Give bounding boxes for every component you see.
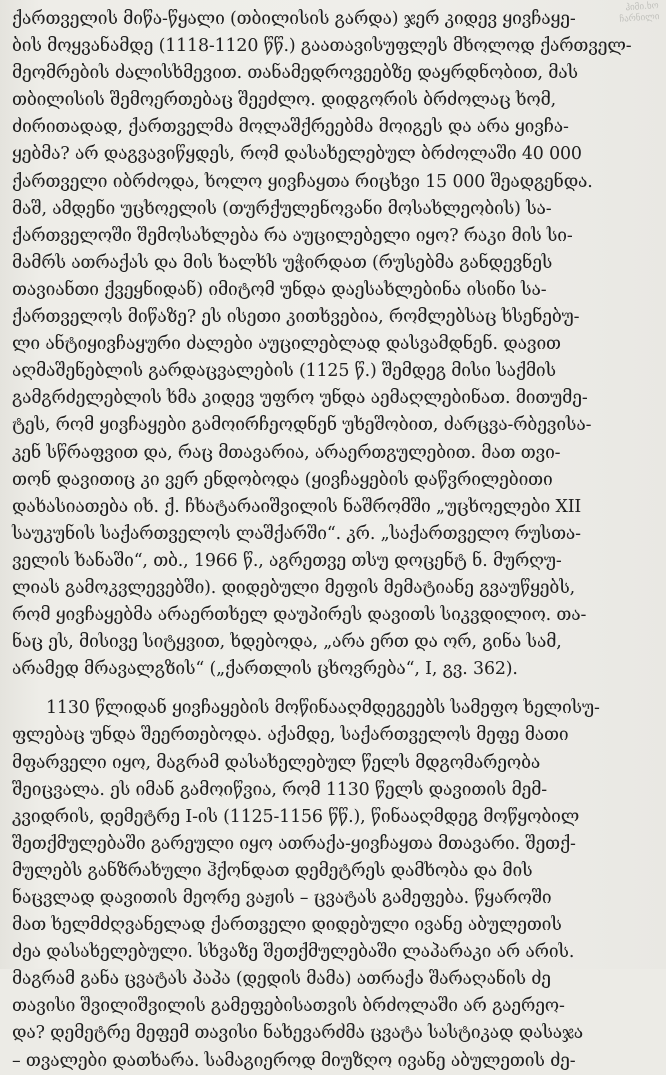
paragraph-2 [12,695,658,1074]
text-line: მათ ხელმძღვანელად ქართველი დიდებული ივანე აბულეთის [12,915,562,936]
text-line: ქართველი იბრძოდა, ხოლო ყივჩაყთა რიცხვი 15 000 შეადგენდა. [12,171,593,192]
text-line: თბილისის შემოერთებაც შეეძლო. დიდგორის ბრძოლაც ხომ, [12,90,557,111]
text-line: კენ სწრაფვით და, რაც მთავარია, არაერთგულებით. მათ თვი- [12,442,561,463]
text-line: ქართველის მიწა-წყალი (თბილისის გარდა) ჯერ კიდევ ყივჩაყე- [12,9,576,29]
text-line: არამედ მრავალგზის“ („ქართლის ცხოვრება“, I, გვ. 362). [12,659,518,680]
text-line: მაგრამ განა ცვატას პაპა (დედის მამა) ათრაქა შარაღანის ძე [12,969,551,990]
text-line: ძირითადად, ქართველმა მოლაშქრეებმა მოიგეს და არა ყივჩა- [12,117,569,138]
paragraph-1 [12,6,658,683]
paragraph-gap [12,683,658,695]
text-line: კვიდრის, დემეტრე I-ის (1125-1156 წწ.), წინააღმდეგ მოწყობილ [12,806,580,827]
text-line: აღმაშენებლის გარდაცვალების (1125 წ.) შემდეგ მისი საქმის [12,361,556,382]
text-line: 1130 წლიდან ყივჩაყების მოწინააღმდეგეებს სამეფო ხელისუ- [46,698,600,719]
text-line: – თვალები დათხარა. სამაგიეროდ მიუზღო ივანე აბულეთის ძე- [12,1050,576,1071]
text-line: თავიანთი ქვეყნიდან) იმიტომ უნდა დაესახლებინა ისინი სა- [12,279,547,300]
text-line: და? დემეტრე მეფემ თავისი ნახევარძმა ცვატა სასტიკად დასაჯა [12,1023,584,1044]
watermark-line-1: ჰიმი.ხო [625,1,660,14]
text-line: ველის ხანაში“, თბ., 1966 წ., აგრეთვე თსუ დოცენტ ნ. მურღუ- [12,550,562,571]
text-line: ტეს, რომ ყივჩაყები გამოირჩეოდნენ უხეშობით, ძარცვა-რბევისა- [12,415,592,436]
text-line: დახასიათება იხ. ქ. ჩხატარაიშვილის ნაშრომში „უცხოელები XII [12,496,582,517]
text-line: ქართველოს მიწაზე? ეს ისეთი კითხვებია, რომლებსაც ხსენებუ- [12,307,580,328]
text-line: ქართველოში შემოსახლება რა აუცილებელი იყო? რაკი მის სი- [12,225,573,246]
text-line: შეთქმულებაში გარეული იყო ათრაქა-ყივჩაყთა მთავარი. შეთქ- [12,833,576,854]
text-line: გამგრძელებლის ხმა კიდევ უფრო უნდა აემაღლებინათ. მითუმე- [12,388,588,409]
text-line: თონ დავითიც კი ვერ ენდობოდა (ყივჩაყების დაწვრილებითი [12,469,553,490]
text-line: შეიცვალა. ეს იმან გამოიწვია, რომ 1130 წელს დავითის მემ- [12,779,547,800]
text-line: ნაც ეს, მისივე სიტყვით, ხდებოდა, „არა ერთ და ორ, გინა სამ, [12,632,562,653]
text-line: ნაცვლად დავითის მეორე ვაჟის – ცვატას გამეფება. წყაროში [12,888,552,908]
text-line: ლი ანტიყივჩაყური ძალები აუცილებლად დასვამდნენ. დავით [12,334,561,355]
text-line: მფარველი იყო, მაგრამ დასახელებულ წელს მდგომარეობა [12,752,541,773]
text-line: ლიას გამოკვლევებში). დიდებული მეფის მემატიანე გვაუწყებს, [12,577,575,598]
text-line: მამრს ათრაქას და მის ხალხს უჭირდათ (რუსებმა განდევნეს [12,252,553,273]
text-line: მაშ, ამდენი უცხოელის (თურქულენოვანი მოსახლეობის) სა- [12,198,552,219]
text-line: ძეა დასახელებული. სხვაზე შეთქმულებაში ლაპარაკი არ არის. [12,942,575,963]
body-text [12,6,658,1075]
text-line: მულებს განზრახული ჰქონდათ დემეტრეს დამხობა და მის [12,860,533,881]
text-line: ბის მოყვანამდე (1118-1120 წწ.) გაათავისუფლეს მხოლოდ ქართველ- [12,36,632,57]
text-line: რომ ყივჩაყებმა არაერთხელ დაუპირეს დავითს სიკვდილიო. თა- [12,605,587,626]
text-line: მეომრების ძალისხმევით. თანამედროვეებზე დაყრდნობით, მას [12,63,578,84]
text-line: ფლებაც უნდა შეერთებოდა. აქამდე, საქართველოს მეფე მათი [12,725,569,746]
text-line: თავისი შვილიშვილის გამეფებისათვის ბრძოლაში არ გაერეო- [12,996,565,1017]
text-line: ყებმა? არ დაგვავიწყდეს, რომ დასახელებულ ბრძოლაში 40 000 [12,144,582,165]
text-line: საუკუნის საქართველოს ლაშქარში“. კრ. „საქართველო რუსთა- [12,523,581,544]
watermark-line-2: ჩარნილი [619,12,660,25]
